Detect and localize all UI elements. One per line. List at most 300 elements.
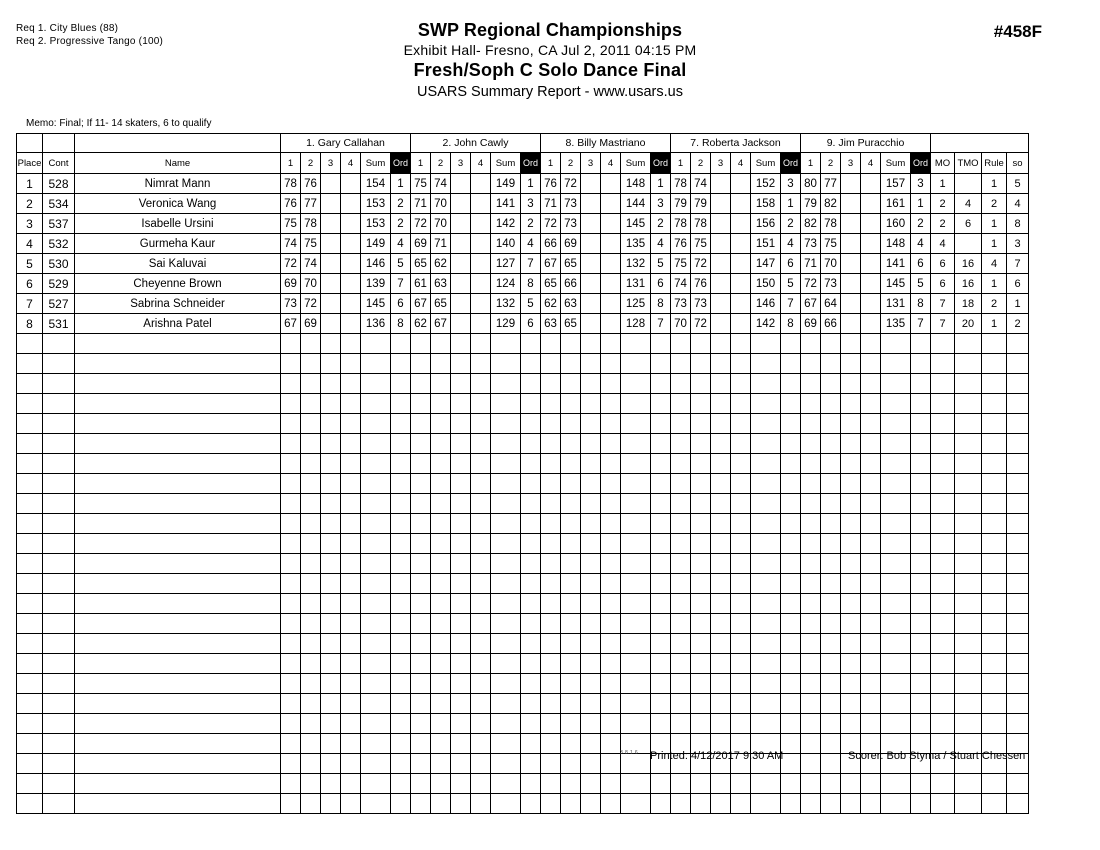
cell-empty [491,674,521,694]
cell-empty [711,574,731,594]
col-header-so: so [1007,153,1029,174]
cell-empty [391,514,411,534]
cell-empty [75,334,281,354]
cell-empty [411,514,431,534]
version-stamp: 3.8.1.6 [620,750,639,756]
cell-j4-score1: 79 [671,194,691,214]
column-header-row [17,153,1029,174]
cell-empty [621,334,651,354]
cell-j4-score2: 72 [691,314,711,334]
cell-empty [491,494,521,514]
cell-empty [43,674,75,694]
cell-empty [341,554,361,574]
cell-j1-score4 [341,214,361,234]
cell-empty [321,634,341,654]
cell-j4-sum: 152 [751,174,781,194]
cell-j2-score3 [451,274,471,294]
cell-empty [601,594,621,614]
cell-empty [621,454,651,474]
cell-empty [671,354,691,374]
cell-empty [43,554,75,574]
cell-j2-ord: 8 [521,274,541,294]
cell-empty [621,474,651,494]
cell-empty [43,574,75,594]
cell-empty [601,654,621,674]
cell-j5-score1: 72 [801,274,821,294]
cell-empty [821,394,841,414]
cell-empty [451,454,471,474]
cell-empty [751,354,781,374]
cell-j2-ord: 6 [521,314,541,334]
cell-empty [541,374,561,394]
cell-empty [781,574,801,594]
cell-empty [75,654,281,674]
cell-empty [491,714,521,734]
cell-empty [841,354,861,374]
cell-empty [651,414,671,434]
cell-j2-score3 [451,234,471,254]
cell-empty [301,374,321,394]
cell-empty [431,574,451,594]
cell-mo: 2 [931,214,955,234]
cell-empty [561,514,581,534]
cell-empty [711,594,731,614]
cell-empty [731,494,751,514]
cell-empty [75,634,281,654]
cell-empty [955,434,982,454]
cell-empty [301,674,321,694]
cell-empty [361,534,391,554]
cell-empty [881,634,911,654]
cell-empty [691,594,711,614]
cell-j5-sum: 157 [881,174,911,194]
cell-empty [17,594,43,614]
cell-empty [955,334,982,354]
cell-empty [731,374,751,394]
cell-empty [301,794,321,814]
cell-empty [391,434,411,454]
cell-empty [982,374,1007,394]
col-header-j1-3: 3 [321,153,341,174]
cell-j4-score2: 72 [691,254,711,274]
cell-empty [451,494,471,514]
cell-empty [411,774,431,794]
cell-j1-sum: 153 [361,194,391,214]
cell-empty [731,674,751,694]
cell-j1-score1: 67 [281,314,301,334]
cell-empty [781,514,801,534]
cell-j2-ord: 3 [521,194,541,214]
cell-empty [301,734,321,754]
cell-empty [731,574,751,594]
cell-empty [821,474,841,494]
cell-empty [43,634,75,654]
cell-j2-score2: 70 [431,214,451,234]
cell-empty [751,334,781,354]
cell-j5-ord: 7 [911,314,931,334]
cell-j4-sum: 147 [751,254,781,274]
cell-empty [881,714,911,734]
cell-j1-ord: 5 [391,254,411,274]
cell-empty [341,354,361,374]
cell-empty [601,614,621,634]
cell-empty [801,554,821,574]
cell-empty [841,654,861,674]
cell-empty [411,614,431,634]
cell-j2-ord: 1 [521,174,541,194]
cell-empty [321,674,341,694]
cell-empty [301,754,321,774]
cell-j4-score1: 78 [671,174,691,194]
cell-empty [982,794,1007,814]
cell-j3-score2: 73 [561,214,581,234]
cell-j1-sum: 136 [361,314,391,334]
cell-empty [451,794,471,814]
judge-header-3: 8. Billy Mastriano [541,134,671,153]
cell-empty [411,354,431,374]
cell-empty [471,654,491,674]
cell-empty [451,534,471,554]
cell-empty [321,334,341,354]
cell-empty [431,394,451,414]
cell-empty [691,614,711,634]
cell-empty [341,514,361,534]
cell-cont: 531 [43,314,75,334]
requirement-2: Req 2. Progressive Tango (100) [16,36,164,47]
table-row [17,314,1029,334]
cell-j1-sum: 153 [361,214,391,234]
table-row-empty [17,394,1029,414]
cell-empty [43,734,75,754]
cell-empty [411,674,431,694]
cell-empty [361,674,391,694]
cell-empty [931,554,955,574]
cell-j2-score4 [471,254,491,274]
event-number: #458F [993,22,1042,41]
cell-empty [17,574,43,594]
cell-j2-ord: 2 [521,214,541,234]
cell-empty [561,354,581,374]
cell-empty [881,614,911,634]
cell-empty [861,454,881,474]
cell-j5-score2: 77 [821,174,841,194]
cell-so: 7 [1007,254,1029,274]
cell-empty [561,554,581,574]
cell-empty [841,674,861,694]
cell-j5-score2: 73 [821,274,841,294]
printed-timestamp: Printed: 4/12/2017 9:30 AM [650,750,784,762]
cell-j3-score1: 71 [541,194,561,214]
cell-empty [955,574,982,594]
cell-empty [955,694,982,714]
cell-empty [391,614,411,634]
cell-j4-score2: 75 [691,234,711,254]
cell-empty [43,794,75,814]
cell-j1-score2: 77 [301,194,321,214]
cell-empty [43,774,75,794]
col-header-j5-sum: Sum [881,153,911,174]
cell-empty [43,514,75,534]
cell-mo: 6 [931,254,955,274]
cell-empty [781,414,801,434]
cell-empty [751,714,781,734]
spacer-tail [931,134,1029,153]
cell-empty [541,474,561,494]
cell-empty [321,514,341,534]
cell-empty [731,414,751,434]
cell-j1-ord: 7 [391,274,411,294]
cell-empty [781,534,801,554]
table-row [17,174,1029,194]
cell-empty [541,674,561,694]
cell-empty [751,474,781,494]
cell-empty [341,474,361,494]
cell-rule: 1 [982,314,1007,334]
cell-empty [801,414,821,434]
cell-empty [17,374,43,394]
cell-empty [301,774,321,794]
cell-empty [581,774,601,794]
cell-empty [751,554,781,574]
cell-empty [411,534,431,554]
cell-empty [821,634,841,654]
col-header-j2-ord: Ord [521,153,541,174]
col-header-j4-2: 2 [691,153,711,174]
cell-empty [451,594,471,614]
judge-header-5: 9. Jim Puracchio [801,134,931,153]
col-header-j4-3: 3 [711,153,731,174]
event-title: Fresh/Soph C Solo Dance Final [413,60,687,80]
cell-empty [341,534,361,554]
cell-empty [781,654,801,674]
cell-empty [651,674,671,694]
table-row [17,274,1029,294]
cell-empty [861,654,881,674]
cell-empty [391,654,411,674]
cell-empty [391,554,411,574]
cell-empty [431,434,451,454]
cell-j5-sum: 141 [881,254,911,274]
cell-empty [521,694,541,714]
spacer-name [75,134,281,153]
cell-empty [301,634,321,654]
cell-j4-sum: 146 [751,294,781,314]
cell-empty [43,434,75,454]
cell-j5-sum: 145 [881,274,911,294]
cell-j5-sum: 161 [881,194,911,214]
cell-empty [711,494,731,514]
cell-j5-score2: 78 [821,214,841,234]
cell-empty [881,534,911,554]
table-row-empty [17,654,1029,674]
cell-empty [651,454,671,474]
cell-name: Cheyenne Brown [75,274,281,294]
cell-empty [781,774,801,794]
cell-empty [391,534,411,554]
cell-j3-score2: 65 [561,254,581,274]
cell-empty [955,774,982,794]
cell-empty [841,414,861,434]
cell-empty [431,614,451,634]
cell-empty [881,594,911,614]
cell-empty [581,734,601,754]
cell-empty [411,494,431,514]
cell-j3-score4 [601,294,621,314]
cell-empty [561,534,581,554]
cell-empty [881,774,911,794]
cell-empty [361,614,391,634]
cell-empty [781,734,801,754]
cell-empty [861,414,881,434]
meet-title: SWP Regional Championships [417,20,683,40]
cell-empty [821,534,841,554]
cell-empty [17,494,43,514]
cell-j2-score1: 67 [411,294,431,314]
cell-empty [561,694,581,714]
cell-empty [411,474,431,494]
cell-empty [281,674,301,694]
cell-j3-ord: 8 [651,294,671,314]
cell-empty [931,354,955,374]
cell-empty [561,434,581,454]
cell-place: 4 [17,234,43,254]
col-header-j4-1: 1 [671,153,691,174]
cell-empty [361,754,391,774]
cell-j4-score1: 73 [671,294,691,314]
cell-empty [361,694,391,714]
cell-j3-score1: 72 [541,214,561,234]
cell-j3-score3 [581,294,601,314]
cell-empty [801,754,821,774]
cell-place: 6 [17,274,43,294]
table-row-empty [17,674,1029,694]
cell-empty [601,414,621,434]
cell-j1-score2: 76 [301,174,321,194]
cell-empty [431,754,451,774]
cell-empty [521,794,541,814]
cell-empty [17,334,43,354]
cell-empty [881,374,911,394]
col-header-j1-2: 2 [301,153,321,174]
cell-place: 3 [17,214,43,234]
cell-empty [931,514,955,534]
cell-j3-score1: 66 [541,234,561,254]
cell-empty [671,574,691,594]
cell-j4-score2: 79 [691,194,711,214]
cell-empty [955,654,982,674]
cell-j1-score1: 73 [281,294,301,314]
cell-empty [75,414,281,434]
cell-empty [521,334,541,354]
cell-empty [801,674,821,694]
cell-empty [881,514,911,534]
cell-empty [651,654,671,674]
cell-j4-sum: 156 [751,214,781,234]
cell-empty [751,634,781,654]
table-row [17,234,1029,254]
cell-empty [75,434,281,454]
cell-empty [621,754,651,774]
cell-empty [561,774,581,794]
cell-cont: 534 [43,194,75,214]
cell-empty [711,554,731,574]
cell-empty [691,654,711,674]
cell-empty [541,774,561,794]
cell-empty [43,494,75,514]
cell-empty [801,374,821,394]
cell-empty [821,354,841,374]
cell-j1-score4 [341,254,361,274]
cell-empty [17,634,43,654]
cell-j2-score3 [451,294,471,314]
cell-j1-ord: 8 [391,314,411,334]
cell-j1-score4 [341,194,361,214]
cell-empty [281,454,301,474]
cell-place: 1 [17,174,43,194]
cell-j5-score3 [841,294,861,314]
cell-empty [731,654,751,674]
cell-empty [621,574,651,594]
cell-empty [361,554,391,574]
cell-empty [861,694,881,714]
cell-empty [821,454,841,474]
cell-empty [541,514,561,534]
cell-empty [471,674,491,694]
cell-empty [491,594,521,614]
cell-empty [731,534,751,554]
cell-rule: 1 [982,234,1007,254]
report-line: USARS Summary Report - www.usars.us [417,84,683,100]
cell-empty [541,634,561,654]
cell-empty [321,454,341,474]
cell-j1-score2: 70 [301,274,321,294]
cell-j1-ord: 6 [391,294,411,314]
cell-j5-score3 [841,234,861,254]
cell-empty [321,734,341,754]
cell-empty [431,454,451,474]
cell-empty [651,594,671,614]
cell-empty [861,714,881,734]
cell-j2-score4 [471,214,491,234]
cell-j5-score4 [861,294,881,314]
cell-empty [651,374,671,394]
cell-j2-score2: 70 [431,194,451,214]
cell-empty [1007,454,1029,474]
cell-empty [471,694,491,714]
cell-empty [491,434,521,454]
cell-empty [431,714,451,734]
cell-empty [491,454,521,474]
cell-empty [581,394,601,414]
cell-empty [955,454,982,474]
cell-empty [861,514,881,534]
cell-empty [881,414,911,434]
cell-j1-score4 [341,314,361,334]
cell-j4-score2: 73 [691,294,711,314]
cell-j3-score2: 65 [561,314,581,334]
cell-empty [43,614,75,634]
col-header-tmo: TMO [955,153,982,174]
cell-empty [841,574,861,594]
cell-empty [541,354,561,374]
cell-empty [861,354,881,374]
cell-empty [1007,594,1029,614]
cell-j1-sum: 146 [361,254,391,274]
cell-empty [841,334,861,354]
cell-empty [621,614,651,634]
cell-j1-ord: 2 [391,194,411,214]
cell-empty [301,574,321,594]
